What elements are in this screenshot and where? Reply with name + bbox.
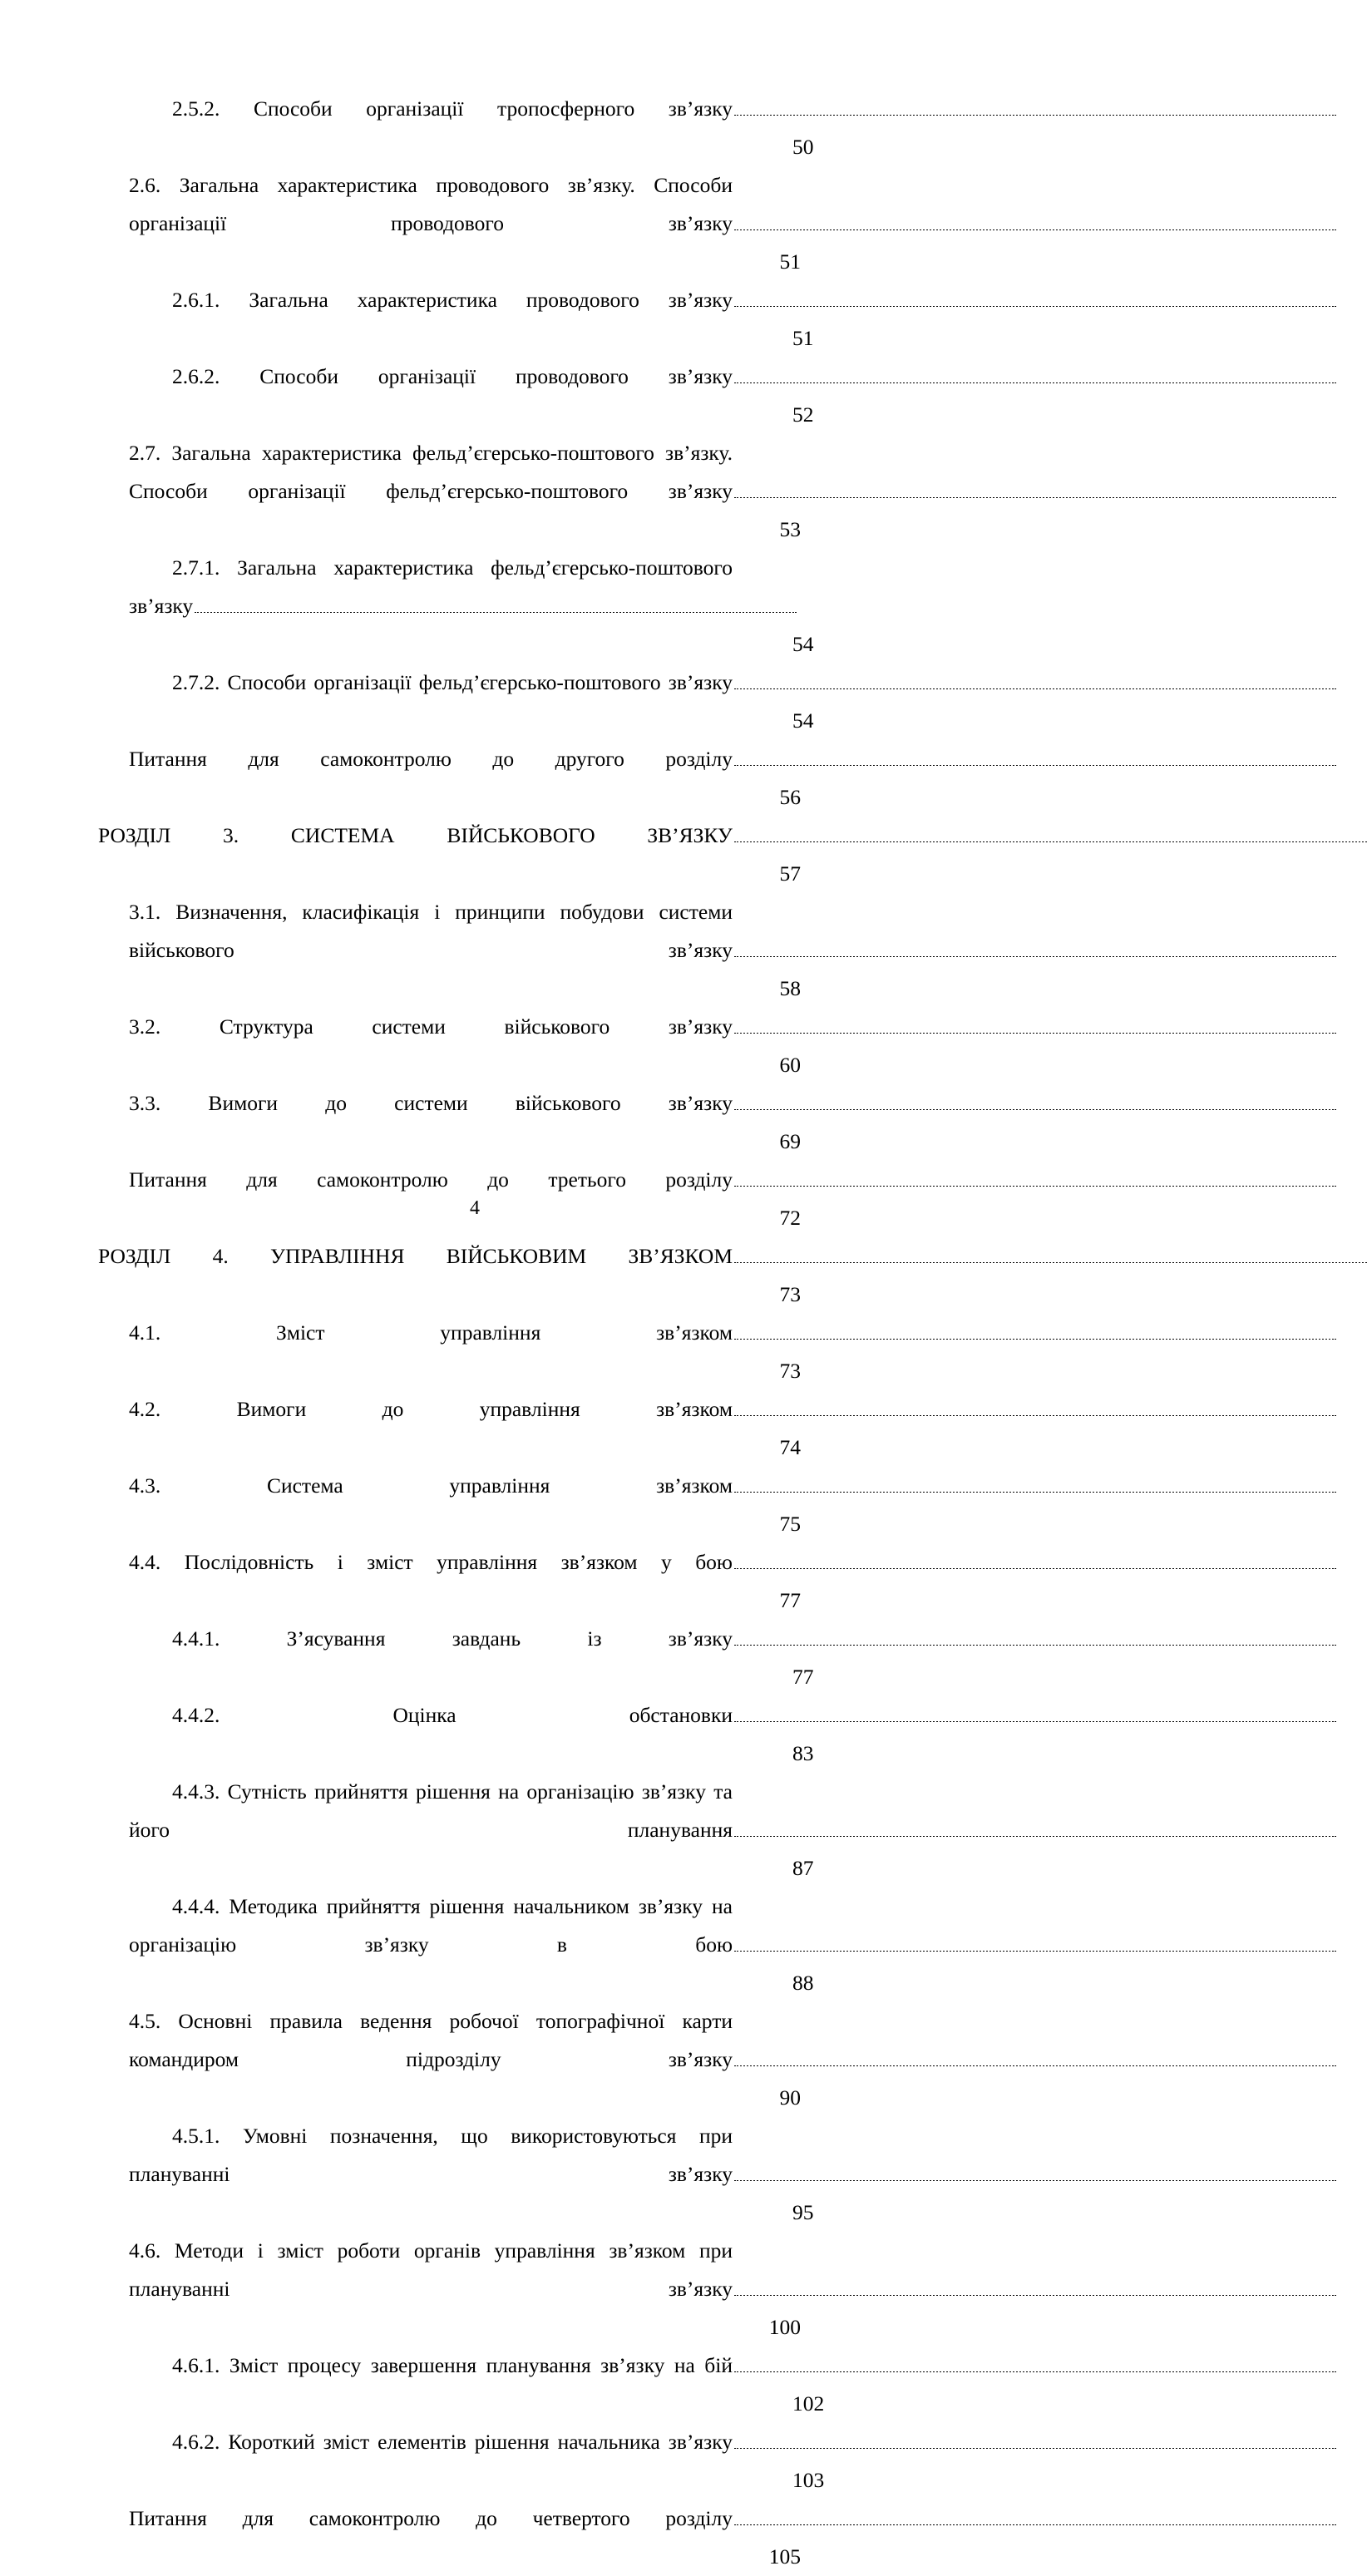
toc-entry[interactable]	[98, 893, 801, 1008]
toc-entry-page-number: 73	[744, 1276, 801, 1314]
toc-entry-page-number: 54	[744, 702, 801, 740]
dot-leader	[733, 1492, 1336, 1493]
dot-leader	[733, 2524, 1336, 2525]
dot-leader	[733, 1568, 1336, 1569]
toc-entry[interactable]	[98, 90, 814, 166]
toc-entry-page-number: 102	[744, 2385, 801, 2423]
toc-entry-title: 2.7.1. Загальна характеристика фельд’єгерсько-поштового зв’язку	[129, 555, 733, 618]
dot-leader	[193, 612, 797, 613]
toc-entry-page-number: 51	[744, 243, 801, 281]
toc-entry-page-number: 72	[744, 1199, 801, 1237]
toc-entry[interactable]	[98, 2002, 801, 2117]
dot-leader	[733, 382, 1336, 383]
toc-entry-title: 4.5.1. Умовні позначення, що використовуються при плануванні зв’язку	[129, 2124, 733, 2186]
toc-entry[interactable]	[98, 1543, 801, 1620]
toc-entry-title: 2.7.2. Способи організації фельд’єгерсько-поштового зв’язку	[172, 670, 733, 694]
dot-leader	[733, 2448, 1336, 2449]
toc-entry[interactable]	[98, 1467, 801, 1543]
toc-entry-page-number: 88	[744, 1964, 801, 2002]
toc-entry[interactable]	[98, 1008, 801, 1084]
dot-leader	[733, 1186, 1336, 1187]
toc-entry[interactable]	[98, 2423, 825, 2500]
toc-entry-page-number: 73	[744, 1352, 801, 1390]
toc-entry[interactable]	[98, 434, 801, 549]
dot-leader	[733, 2295, 1336, 2296]
toc-entry-title: 2.6.1. Загальна характеристика проводового зв’язку	[172, 288, 733, 312]
toc-entry-title: 3.1. Визначення, класифікація і принципи побудови системи військового зв’язку	[129, 900, 733, 962]
toc-entry[interactable]	[98, 1773, 814, 1888]
toc-entry-page-number: 57	[744, 855, 801, 893]
toc-entry-page-number: 105	[744, 2538, 801, 2576]
toc-entry-title: 3.2. Структура системи військового зв’язку	[129, 1014, 733, 1039]
dot-leader	[733, 765, 1336, 766]
toc-entry-page-number: 53	[744, 511, 801, 549]
dot-leader	[733, 1645, 1336, 1646]
toc-entry[interactable]	[98, 2347, 825, 2423]
dot-leader	[733, 2180, 1336, 2181]
toc-entry-title: 4.1. Зміст управління зв’язком	[129, 1320, 733, 1345]
toc-entry-page-number: 77	[744, 1658, 801, 1696]
dot-leader	[733, 1262, 1367, 1263]
toc-entry-page-number: 54	[744, 625, 801, 664]
toc-entry-page-number: 56	[744, 778, 801, 817]
toc-entry[interactable]	[98, 1237, 801, 1314]
toc-entry-page-number: 100	[744, 2308, 801, 2347]
toc-entry-page-number: 83	[744, 1735, 801, 1773]
toc-entry-title: РОЗДІЛ 3. СИСТЕМА ВІЙСЬКОВОГО ЗВ’ЯЗКУ	[98, 823, 733, 847]
toc-entry-title: 2.6.2. Способи організації проводового зв’язку	[172, 364, 733, 388]
toc-entry-title: 4.6.1. Зміст процесу завершення планування зв’язку на бій	[172, 2353, 733, 2377]
toc-entry-title: Питання для самоконтролю до третього розділу	[129, 1167, 733, 1192]
toc-entry-page-number: 90	[744, 2079, 801, 2117]
dot-leader	[733, 1951, 1336, 1952]
toc-entry-title: 4.4.2. Оцінка обстановки	[172, 1703, 733, 1727]
toc-entry[interactable]	[98, 2500, 801, 2576]
toc-entry-page-number: 60	[744, 1046, 801, 1084]
toc-entry-title: РОЗДІЛ 4. УПРАВЛІННЯ ВІЙСЬКОВИМ ЗВ’ЯЗКОМ	[98, 1244, 733, 1268]
toc-entry[interactable]	[98, 281, 814, 358]
toc-entry-page-number: 75	[744, 1505, 801, 1543]
dot-leader	[733, 2065, 1336, 2066]
toc-entry-title: 4.4.3. Сутність прийняття рішення на організацію зв’язку та його планування	[129, 1779, 733, 1842]
dot-leader	[733, 306, 1336, 307]
toc-entry[interactable]	[98, 1390, 801, 1467]
toc-entry-title: 4.3. Система управління зв’язком	[129, 1473, 733, 1498]
toc-entry-title: 2.5.2. Способи організації тропосферного зв’язку	[172, 96, 733, 121]
toc-entry-page-number: 103	[744, 2461, 801, 2500]
toc-entry-title: 4.6. Методи і зміст роботи органів управління зв’язком при плануванні зв’язку	[129, 2238, 733, 2301]
dot-leader	[733, 1033, 1336, 1034]
toc-entry-page-number: 87	[744, 1849, 801, 1888]
toc-entry-page-number: 51	[744, 319, 801, 358]
toc-entry-page-number: 74	[744, 1429, 801, 1467]
toc-entry-page-number: 52	[744, 396, 801, 434]
toc-entry[interactable]	[98, 2117, 814, 2232]
toc-entry[interactable]	[98, 549, 814, 664]
toc-entry-title: 4.4.4. Методика прийняття рішення начальником зв’язку на організацію зв’язку в бою	[129, 1894, 733, 1957]
table-of-contents-list	[98, 90, 825, 2576]
toc-entry-title: 2.7. Загальна характеристика фельд’єгерсько-поштового зв’язку. Способи організації фельд’єгерсько-поштового зв’язку	[129, 441, 733, 503]
toc-entry[interactable]	[98, 358, 814, 434]
toc-entry[interactable]	[98, 2232, 801, 2347]
toc-entry-page-number: 77	[744, 1582, 801, 1620]
page-number-footer: 4	[470, 1197, 480, 1219]
dot-leader	[733, 841, 1367, 842]
toc-entry-title: 4.5. Основні правила ведення робочої топографічної карти командиром підрозділу зв’язку	[129, 2009, 733, 2071]
dot-leader	[733, 1721, 1336, 1722]
toc-entry-title: Питання для самоконтролю до четвертого розділу	[129, 2506, 733, 2530]
dot-leader	[733, 497, 1336, 498]
toc-entry[interactable]	[98, 664, 814, 740]
toc-entry-title: Питання для самоконтролю до другого розділу	[129, 747, 733, 771]
toc-entry[interactable]	[98, 740, 801, 817]
toc-entry[interactable]	[98, 1620, 814, 1696]
dot-leader	[733, 1339, 1336, 1340]
dot-leader	[733, 688, 1336, 689]
dot-leader	[733, 115, 1336, 116]
toc-entry[interactable]	[98, 1314, 801, 1390]
dot-leader	[733, 1109, 1336, 1110]
dot-leader	[733, 956, 1336, 957]
toc-entry-title: 4.2. Вимоги до управління зв’язком	[129, 1397, 733, 1421]
toc-entry-title: 3.3. Вимоги до системи військового зв’язку	[129, 1091, 733, 1115]
dot-leader	[733, 229, 1336, 230]
toc-entry-title: 2.6. Загальна характеристика проводового зв’язку. Способи організації проводового зв’язку	[129, 173, 733, 235]
dot-leader	[733, 1836, 1336, 1837]
toc-entry[interactable]	[98, 1696, 814, 1773]
toc-entry-page-number: 58	[744, 970, 801, 1008]
dot-leader	[733, 1415, 1336, 1416]
toc-entry-title: 4.4.1. З’ясування завдань із зв’язку	[172, 1626, 733, 1651]
dot-leader	[733, 2371, 1336, 2372]
toc-entry-page-number: 50	[744, 128, 801, 166]
toc-entry[interactable]	[98, 1888, 814, 2002]
toc-entry[interactable]	[98, 817, 801, 893]
toc-entry-page-number: 69	[744, 1123, 801, 1161]
toc-entry[interactable]	[98, 1084, 801, 1161]
toc-entry-page-number: 95	[744, 2194, 801, 2232]
toc-entry[interactable]	[98, 166, 801, 281]
toc-entry-title: 4.4. Послідовність і зміст управління зв’язком у бою	[129, 1550, 733, 1574]
toc-entry-title: 4.6.2. Короткий зміст елементів рішення начальника зв’язку	[172, 2430, 733, 2454]
